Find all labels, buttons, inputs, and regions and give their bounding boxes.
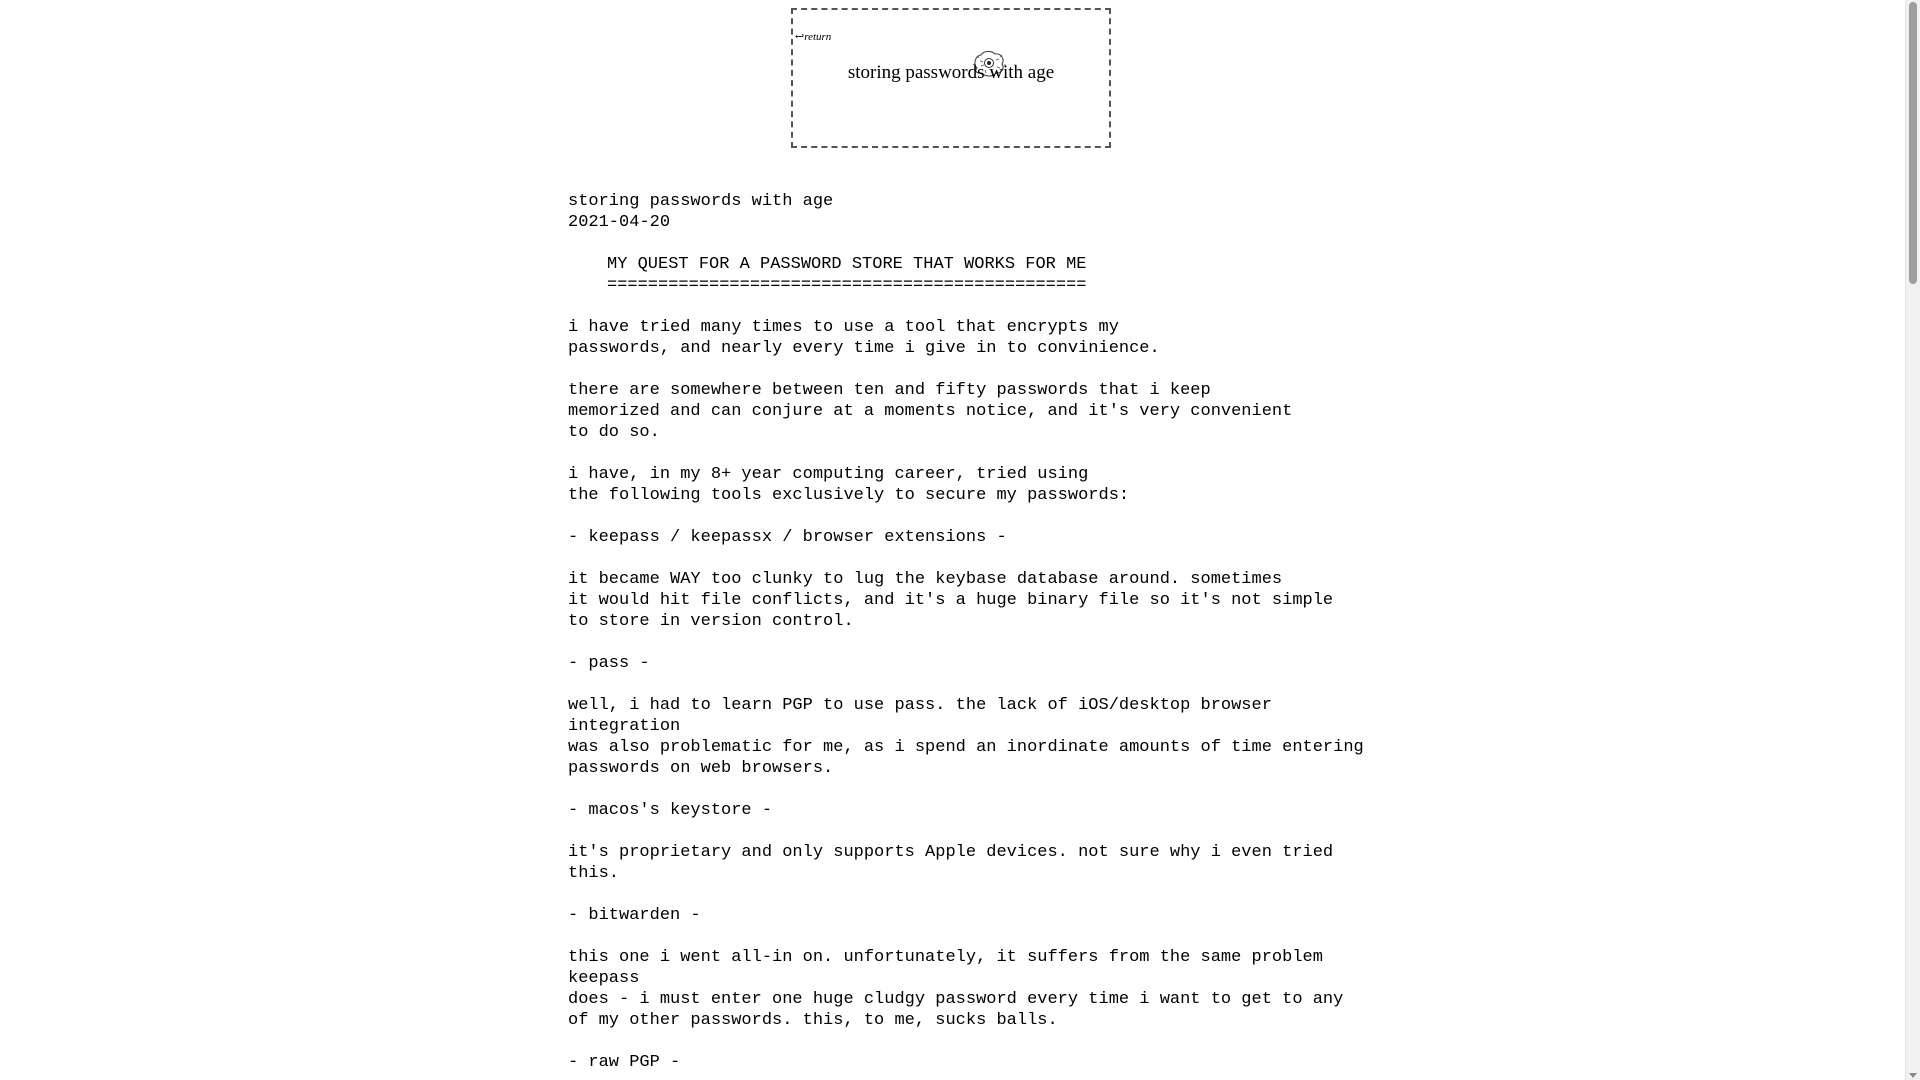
scroll-down-arrow-icon[interactable] [1909,1073,1917,1078]
paragraph-line: it became WAY too clunky to lug the keybase database around. sometimes [568,570,1283,589]
paragraph-line: passwords on web browsers. [568,759,834,778]
spacer [568,296,1348,317]
post-body [568,191,1364,1073]
section-heading: - bitwarden - [568,906,701,925]
section-heading: - macos's keystore - [568,801,773,820]
paragraph-line: passwords, and nearly every time i give in to convinience. [568,339,1160,358]
paragraph-line: this. [568,864,620,883]
header-title: storing passwords with age [847,62,1055,83]
section-heading: - pass - [568,654,650,673]
paragraph-line: keepass [568,969,640,988]
paragraph-line: i have, in my 8+ year computing career, tried using [568,465,1089,484]
paragraph-line: this one i went all-in on. unfortunately, it suffers from the same problem [568,948,1323,967]
paragraph-line: there are somewhere between ten and fifty passwords that i keep [568,381,1211,400]
header-banner [791,8,1111,148]
paragraph-line: of my other passwords. this, to me, sucks balls. [568,1011,1058,1030]
post-paragraphs [568,296,1364,1073]
spacer [568,884,1348,905]
paragraph-line: integration [568,717,681,736]
paragraph-line: the following tools exclusively to secure my passwords: [568,486,1130,505]
vertical-scrollbar[interactable] [1905,0,1920,1080]
post-subtitle: MY QUEST FOR A PASSWORD STORE THAT WORKS FOR ME [607,255,1087,274]
spacer [568,779,1348,800]
spacer [568,359,1348,380]
spacer [568,926,1348,947]
paragraph-line: i have tried many times to use a tool that encrypts my [568,318,1119,337]
spacer [568,821,1348,842]
paragraph-line: to store in version control. [568,612,854,631]
return-link[interactable]: ↩return [795,31,832,43]
paragraph-line: was also problematic for me, as i spend an inordinate amounts of time entering [568,738,1364,757]
paragraph-line: to do so. [568,423,660,442]
paragraph-line: well, i had to learn PGP to use pass. the lack of iOS/desktop browser [568,696,1272,715]
spacer [568,548,1348,569]
spacer [568,233,1348,254]
paragraph-line: does - i must enter one huge cludgy password every time i want to get to any [568,990,1344,1009]
section-heading: - keepass / keepassx / browser extensions - [568,528,1007,547]
paragraph-line: it would hit file conflicts, and it's a huge binary file so it's not simple [568,591,1334,610]
spacer [568,674,1348,695]
spacer [568,443,1348,464]
scrollbar-thumb[interactable] [1909,2,1917,284]
post-subtitle-underline: =============================================== [607,276,1087,295]
post-title: storing passwords with age [568,192,834,211]
spacer [568,1031,1348,1052]
paragraph-line: it's proprietary and only supports Apple devices. not sure why i even tried [568,843,1334,862]
post-date: 2021-04-20 [568,213,671,232]
spacer [568,632,1348,653]
spacer [568,506,1348,527]
paragraph-line: memorized and can conjure at a moments notice, and it's very convenient [568,402,1293,421]
section-heading: - raw PGP - [568,1053,681,1072]
